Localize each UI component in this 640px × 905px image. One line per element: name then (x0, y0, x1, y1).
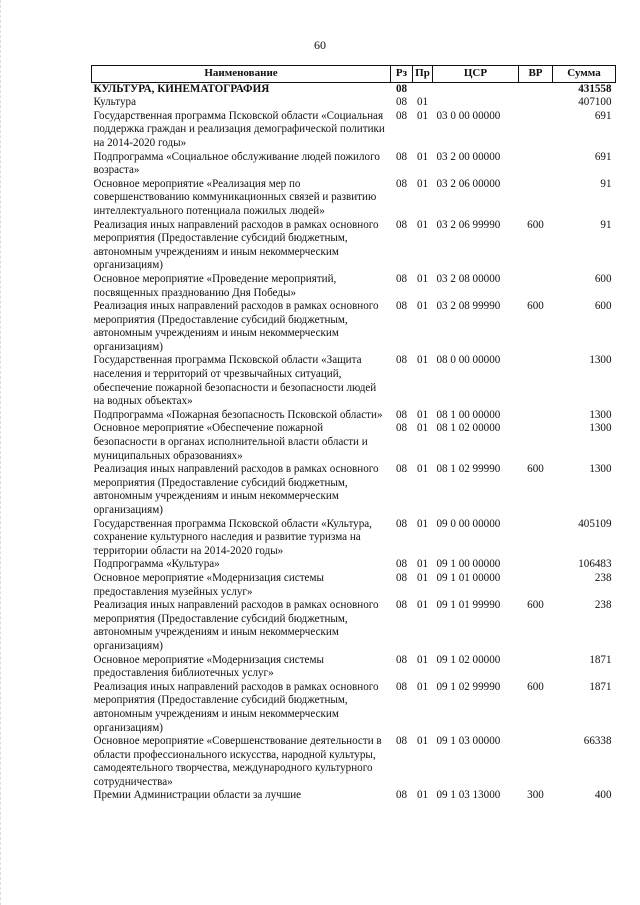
cell-rz: 08 (395, 735, 408, 748)
header-vr: ВР (519, 66, 553, 83)
cell-name: Реализация иных направлений расходов в рамках основного мероприятия (Предоставление субсидий бюджетным, автономным учреждениям и иным некоммерческим организациям) (93, 599, 379, 652)
cell-name: Реализация иных направлений расходов в рамках основного мероприятия (Предоставление субсидий бюджетным, автономным учреждениям и иным некоммерческим организациям) (93, 218, 379, 272)
cell-vr (519, 151, 553, 178)
cell-rz: 08 (395, 680, 408, 693)
cell-sum: 600 (594, 272, 612, 285)
table-row (92, 599, 616, 653)
cell-pr: 01 (416, 463, 429, 476)
cell-vr (519, 735, 553, 789)
table-row (92, 96, 616, 110)
cell-sum: 600 (594, 300, 612, 313)
cell-name: Реализация иных направлений расходов в рамках основного мероприятия (Предоставление субсидий бюджетным, автономным учреждениям и иным некоммерческим организациям) (93, 680, 379, 734)
scan-edge (0, 0, 4, 905)
cell-name: Подпрограмма «Социальное обслуживание людей пожилого возраста» (93, 150, 380, 177)
cell-vr (519, 409, 553, 423)
cell-name: Реализация иных направлений расходов в рамках основного мероприятия (Предоставление субсидий бюджетным, автономным учреждениям и иным некоммерческим организациям) (93, 300, 379, 353)
budget-table (91, 65, 616, 803)
cell-rz: 08 (395, 218, 408, 231)
table-row (92, 654, 616, 681)
cell-name: Подпрограмма «Пожарная безопасность Псковской области» (93, 408, 383, 421)
cell-pr: 01 (416, 422, 429, 435)
table-row (92, 463, 616, 517)
cell-sum: 91 (600, 218, 612, 231)
cell-sum: 400 (594, 789, 612, 802)
header-csr: ЦСР (433, 66, 519, 83)
cell-sum: 1300 (589, 422, 612, 435)
cell-rz: 08 (395, 354, 408, 367)
cell-pr: 01 (416, 653, 429, 666)
cell-rz: 08 (395, 408, 408, 421)
cell-name: Основное мероприятие «Проведение мероприятий, посвященных празднованию Дня Победы» (93, 272, 337, 299)
cell-sum: 238 (594, 571, 612, 584)
cell-pr: 01 (416, 354, 429, 367)
cell-csr: 03 2 08 00000 (436, 272, 501, 285)
cell-csr: 03 2 06 99990 (436, 218, 501, 231)
cell-csr: 03 0 00 00000 (436, 109, 501, 122)
cell-rz: 08 (395, 653, 408, 666)
cell-name: Реализация иных направлений расходов в рамках основного мероприятия (Предоставление субсидий бюджетным, автономным учреждениям и иным некоммерческим организациям) (93, 463, 379, 516)
cell-name: Основное мероприятие «Модернизация системы предоставления библиотечных услуг» (93, 653, 324, 680)
cell-rz: 08 (395, 150, 408, 163)
cell-rz: 08 (395, 96, 408, 109)
cell-vr (519, 572, 553, 599)
cell-name: Государственная программа Псковской области «Социальная поддержка граждан и реализация демографической политики на 2014-2020 годы» (93, 109, 385, 149)
table-row (92, 558, 616, 572)
cell-rz: 08 (395, 463, 408, 476)
cell-csr: 09 1 00 00000 (436, 558, 501, 571)
cell-name: Премии Администрации области за лучшие (93, 789, 302, 802)
cell-rz: 08 (395, 599, 408, 612)
cell-sum: 1300 (589, 408, 612, 421)
cell-sum: 106483 (578, 558, 612, 571)
cell-sum: 66338 (583, 735, 612, 748)
header-pr: Пр (413, 66, 433, 83)
header-rz: Рз (391, 66, 413, 83)
cell-csr: 09 1 02 99990 (436, 680, 501, 693)
cell-csr: 09 1 03 13000 (436, 789, 501, 802)
cell-vr (519, 558, 553, 572)
table-row (92, 300, 616, 354)
cell-csr: 09 0 00 00000 (436, 517, 501, 530)
cell-name: Основное мероприятие «Обеспечение пожарной безопасности в органах исполнительной власти области и муниципальных образованиях» (93, 422, 368, 462)
cell-pr: 01 (416, 680, 429, 693)
cell-pr: 01 (416, 272, 429, 285)
table-row (92, 354, 616, 408)
cell-pr (413, 82, 433, 96)
cell-csr: 09 1 01 99990 (436, 599, 501, 612)
cell-name: Культура (93, 96, 137, 109)
cell-sum: 691 (594, 109, 612, 122)
cell-vr: 600 (527, 463, 544, 476)
cell-vr: 600 (527, 218, 544, 231)
cell-rz: 08 (395, 422, 408, 435)
cell-vr (519, 82, 553, 96)
cell-sum: 431558 (578, 82, 612, 95)
table-row (92, 110, 616, 151)
cell-vr (519, 273, 553, 300)
header-sum: Сумма (553, 66, 616, 83)
cell-rz: 08 (395, 272, 408, 285)
table-row (92, 422, 616, 463)
cell-csr (433, 82, 519, 96)
cell-csr: 08 1 02 00000 (436, 422, 501, 435)
cell-name: Государственная программа Псковской области «Защита населения и территорий от чрезвычайных ситуаций, обеспечение пожарной безопасности и безопасности людей на водных объектах» (93, 354, 377, 408)
cell-pr: 01 (416, 150, 429, 163)
cell-sum: 238 (594, 599, 612, 612)
cell-sum: 1300 (589, 463, 612, 476)
cell-vr (519, 422, 553, 463)
table-row (92, 409, 616, 423)
cell-rz: 08 (395, 300, 408, 313)
table-header-row (92, 66, 616, 83)
table-row (92, 518, 616, 559)
page-number: 60 (314, 38, 326, 52)
cell-vr: 600 (527, 599, 544, 612)
cell-vr (519, 96, 553, 110)
cell-rz: 08 (395, 571, 408, 584)
cell-vr (519, 518, 553, 559)
cell-vr (519, 110, 553, 151)
cell-csr: 03 2 00 00000 (436, 150, 501, 163)
table-row (92, 219, 616, 273)
table-row (92, 82, 616, 96)
cell-sum: 91 (600, 177, 612, 190)
cell-pr: 01 (416, 558, 429, 571)
cell-name: Государственная программа Псковской области «Культура, сохранение культурного наследия и развитие туризма на территории области на 2014-2020 годы» (93, 517, 372, 557)
cell-vr (519, 654, 553, 681)
cell-rz: 08 (395, 789, 408, 802)
cell-name: Основное мероприятие «Реализация мер по совершенствованию коммуникационных связей и развитию интеллектуального потенциала пожилых людей» (93, 177, 377, 217)
cell-pr: 01 (416, 177, 429, 190)
cell-rz: 08 (395, 82, 408, 95)
cell-sum: 1300 (589, 354, 612, 367)
cell-csr: 03 2 06 00000 (436, 177, 501, 190)
cell-pr: 01 (416, 599, 429, 612)
cell-csr: 08 1 02 99990 (436, 463, 501, 476)
cell-sum: 405109 (578, 517, 612, 530)
cell-pr: 01 (416, 109, 429, 122)
cell-vr (519, 354, 553, 408)
cell-rz: 08 (395, 558, 408, 571)
cell-rz: 08 (395, 177, 408, 190)
cell-pr: 01 (416, 735, 429, 748)
table-row (92, 178, 616, 219)
cell-rz: 08 (395, 109, 408, 122)
cell-csr: 08 1 00 00000 (436, 408, 501, 421)
cell-sum: 1871 (589, 680, 612, 693)
cell-pr: 01 (416, 408, 429, 421)
cell-vr: 300 (527, 789, 544, 802)
cell-name: Основное мероприятие «Совершенствование деятельности в области профессионального искусства, народной культуры, самодеятельного творчества, международного культурного сотрудничества» (93, 735, 382, 788)
table-row (92, 789, 616, 803)
cell-vr: 600 (527, 300, 544, 313)
cell-csr (433, 96, 519, 110)
cell-vr (519, 178, 553, 219)
cell-csr: 09 1 02 00000 (436, 653, 501, 666)
table-row (92, 735, 616, 789)
cell-pr: 01 (416, 300, 429, 313)
cell-pr: 01 (416, 571, 429, 584)
cell-pr: 01 (416, 789, 429, 802)
cell-vr: 600 (527, 680, 544, 693)
cell-pr: 01 (416, 96, 429, 109)
cell-sum: 1871 (589, 653, 612, 666)
cell-name: КУЛЬТУРА, КИНЕМАТОГРАФИЯ (93, 82, 270, 95)
table-row (92, 151, 616, 178)
table-row (92, 572, 616, 599)
cell-csr: 03 2 08 99990 (436, 300, 501, 313)
table-row (92, 273, 616, 300)
cell-csr: 09 1 01 00000 (436, 571, 501, 584)
header-name: Наименование (92, 66, 391, 83)
table-body (92, 82, 616, 803)
cell-sum: 691 (594, 150, 612, 163)
cell-name: Основное мероприятие «Модернизация системы предоставления музейных услуг» (93, 571, 324, 598)
cell-sum: 407100 (578, 96, 612, 109)
cell-name: Подпрограмма «Культура» (93, 558, 220, 571)
cell-csr: 09 1 03 00000 (436, 735, 501, 748)
cell-pr: 01 (416, 218, 429, 231)
cell-pr: 01 (416, 517, 429, 530)
table-row (92, 681, 616, 735)
cell-csr: 08 0 00 00000 (436, 354, 501, 367)
cell-rz: 08 (395, 517, 408, 530)
